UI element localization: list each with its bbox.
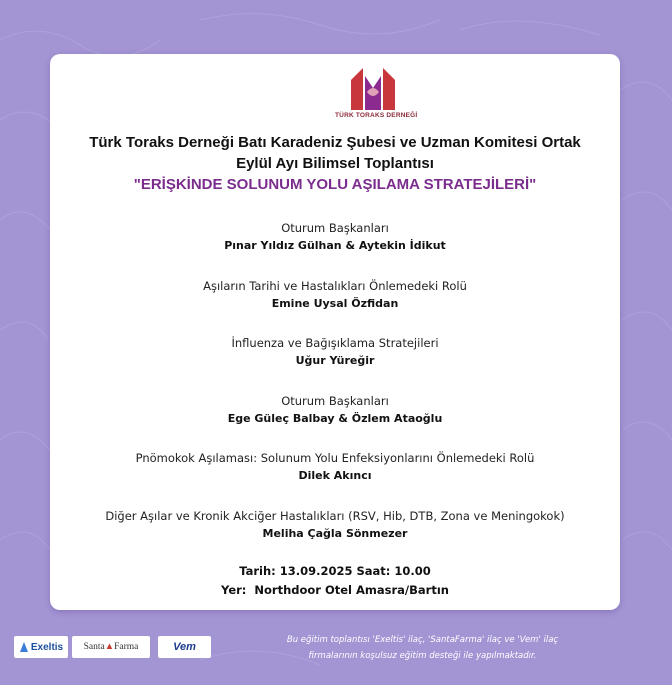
session-speaker: Meliha Çağla Sönmezer	[262, 526, 408, 540]
session-speaker: Ege Güleç Balbay & Özlem Ataoğlu	[227, 411, 443, 425]
exeltis-logo-text: Exeltis	[30, 641, 64, 653]
session-title: Diğer Aşılar ve Kronik Akciğer Hastalıkları (RSV, Hib, DTB, Zona ve Meningokok)	[105, 508, 565, 523]
lungs-logo-icon	[347, 66, 399, 110]
disclaimer-line-2: firmalarının koşulsuz eğitim desteği ile yapılmaktadır.	[308, 651, 537, 661]
session-title: Pnömokok Aşılaması: Solunum Yolu Enfeksiyonlarını Önlemedeki Rolü	[135, 451, 535, 465]
event-details	[50, 562, 620, 600]
logo-org-name: TÜRK TORAKS DERNEĞİ	[335, 112, 418, 119]
session-title: Oturum Başkanları	[281, 221, 389, 235]
header-line-1: Türk Toraks Derneği Batı Karadeniz Şubesi ve Uzman Komitesi Ortak	[89, 134, 581, 151]
santafarma-mark-icon: ▲	[104, 642, 115, 652]
santafarma-logo	[72, 636, 150, 658]
session-title: İnfluenza ve Bağışıklama Stratejileri	[231, 336, 439, 350]
santafarma-logo-text-1: Santa	[83, 642, 105, 652]
header-line-2: Eylül Ayı Bilimsel Toplantısı	[236, 155, 434, 172]
session-item	[50, 334, 620, 392]
santafarma-logo-text-2: Farma	[114, 642, 139, 652]
event-date-time: Tarih: 13.09.2025 Saat: 10.00	[239, 564, 431, 578]
session-list	[50, 219, 620, 564]
session-item	[50, 507, 620, 565]
sponsorship-disclaimer	[250, 632, 595, 664]
event-header	[50, 132, 620, 195]
session-item	[50, 219, 620, 277]
disclaimer-line-1: Bu eğitim toplantısı 'Exeltis' ilaç, 'SantaFarma' ilaç ve 'Vem' ilaç	[286, 635, 559, 645]
session-speaker: Emine Uysal Özfidan	[271, 296, 399, 310]
session-item	[50, 392, 620, 450]
session-title: Oturum Başkanları	[281, 393, 389, 408]
invitation-card	[50, 54, 620, 610]
turk-toraks-logo	[335, 66, 418, 119]
vem-logo	[158, 636, 211, 658]
event-location: Yer: Northdoor Otel Amasra/Bartın	[221, 583, 449, 597]
exeltis-logo	[14, 636, 68, 658]
session-item	[50, 449, 620, 507]
session-speaker: Pınar Yıldız Gülhan & Aytekin İdikut	[224, 239, 446, 252]
event-theme-title: "ERİŞKİNDE SOLUNUM YOLU AŞILAMA STRATEJİLERİ"	[133, 176, 537, 193]
exeltis-mark-icon	[19, 641, 29, 653]
session-item	[50, 277, 620, 335]
session-title: Aşıların Tarihi ve Hastalıkları Önlemedeki Rolü	[203, 278, 467, 293]
vem-logo-text: Vem	[173, 641, 196, 653]
session-speaker: Uğur Yüreğir	[295, 354, 375, 367]
session-speaker: Dilek Akıncı	[298, 469, 372, 482]
